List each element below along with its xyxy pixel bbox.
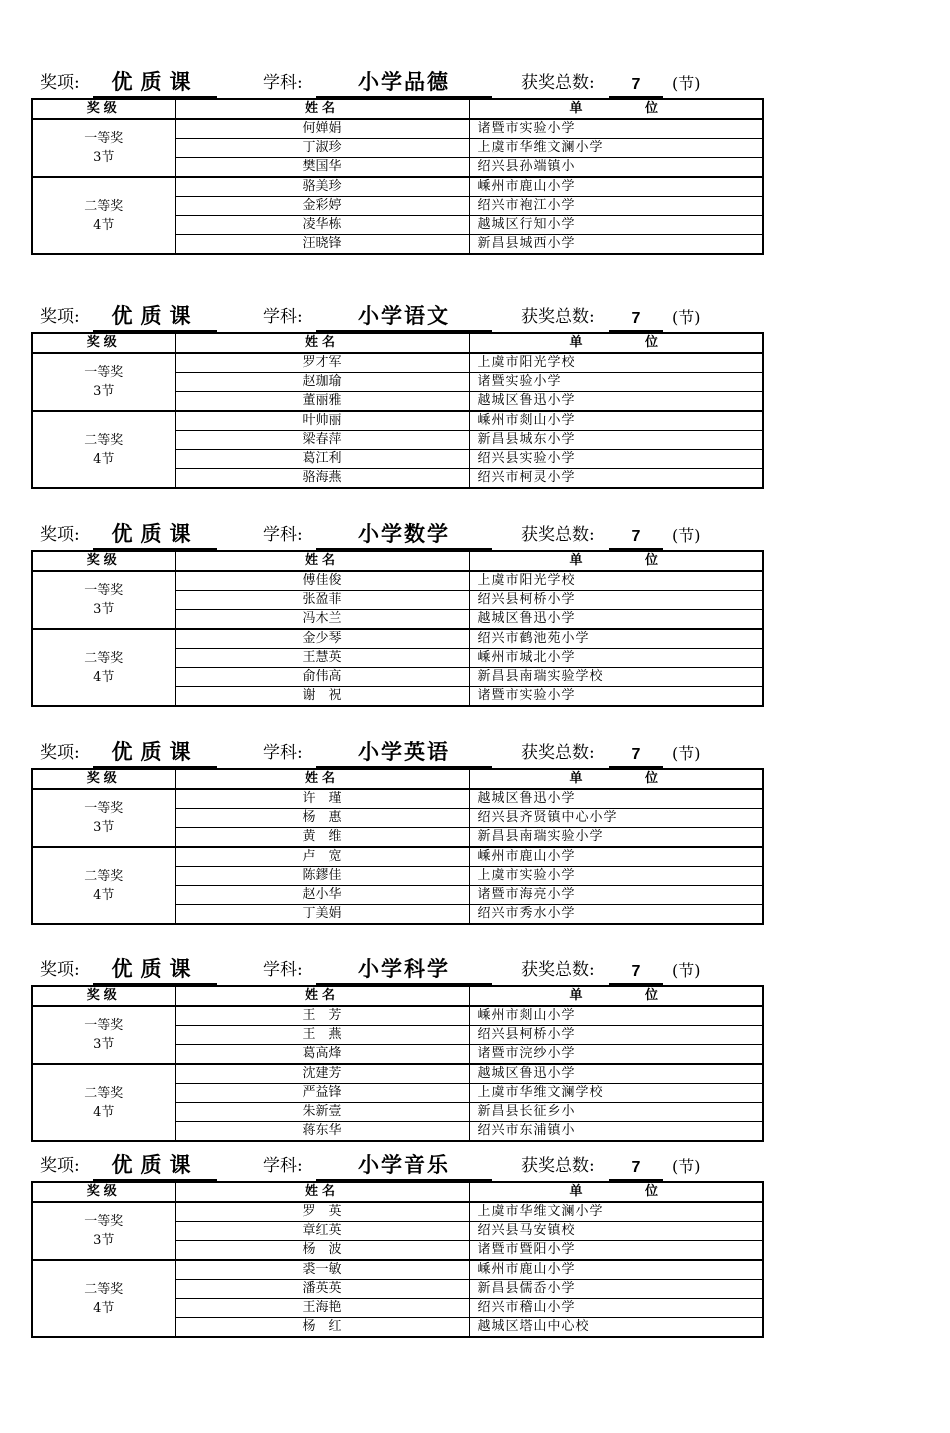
award-level-cell: [32, 1202, 175, 1260]
winner-name: 朱新壹: [175, 1103, 469, 1122]
winner-unit: 越城区塔山中心校: [469, 1318, 763, 1338]
award-section: [31, 949, 762, 1142]
subject-value: 小学品德: [316, 68, 492, 98]
award-count: 4节: [93, 887, 115, 903]
header-level: 奖级: [32, 1182, 175, 1202]
winner-unit: 诸暨市实验小学: [469, 687, 763, 707]
winner-unit: 越城区鲁迅小学: [469, 789, 763, 809]
award-value: 优质课: [93, 738, 217, 768]
award-value: 优质课: [93, 520, 217, 550]
award-level: 一等奖: [84, 131, 124, 146]
award-label: 奖项:: [40, 960, 80, 980]
award-level-cell: [32, 119, 175, 177]
winner-name: 赵小华: [175, 886, 469, 905]
award-level: 一等奖: [84, 801, 124, 816]
award-count: 3节: [93, 1037, 115, 1052]
winner-unit: 绍兴市柯灵小学: [469, 469, 763, 489]
winner-name: 潘英英: [175, 1280, 469, 1299]
award-value: 优质课: [93, 302, 217, 332]
winner-name: 骆海燕: [175, 469, 469, 489]
winner-name: 杨 惠: [175, 809, 469, 828]
winner-unit: 嵊州市城北小学: [469, 649, 763, 668]
award-table: [31, 985, 764, 1142]
table-row: [32, 1260, 763, 1280]
section-header: [31, 732, 762, 768]
winner-unit: 嵊州市鹿山小学: [469, 1260, 763, 1280]
award-section: [31, 296, 762, 489]
award-level-cell: [32, 629, 175, 706]
award-level-cell: [32, 353, 175, 411]
winner-unit: 绍兴县柯桥小学: [469, 591, 763, 610]
award-section: [31, 1145, 762, 1338]
winner-unit: 上虞市阳光学校: [469, 353, 763, 373]
winner-unit: 上虞市华维文澜小学: [469, 139, 763, 158]
winner-name: 杨 波: [175, 1241, 469, 1261]
winner-name: 董丽雅: [175, 392, 469, 412]
award-level: 二等奖: [84, 432, 124, 448]
winner-name: 陈鏐佳: [175, 867, 469, 886]
total-label: 获奖总数:: [521, 307, 595, 327]
winner-unit: 新昌县南瑞实验小学: [469, 828, 763, 848]
winner-name: 冯木兰: [175, 610, 469, 630]
subject-value: 小学数学: [316, 520, 492, 550]
subject-label: 学科:: [263, 743, 303, 763]
winner-name: 葛高烽: [175, 1045, 469, 1065]
winner-name: 赵珈瑜: [175, 373, 469, 392]
header-name: 姓名: [175, 333, 469, 353]
section-header: [31, 949, 762, 985]
winner-unit: 嵊州市剡山小学: [469, 411, 763, 431]
winner-name: 金彩婷: [175, 197, 469, 216]
winner-name: 谢 祝: [175, 687, 469, 707]
total-label: 获奖总数:: [521, 1156, 595, 1176]
winner-name: 王海艳: [175, 1299, 469, 1318]
total-unit: (节): [672, 526, 701, 545]
winner-name: 沈建芳: [175, 1064, 469, 1084]
subject-value: 小学科学: [316, 955, 492, 985]
winner-unit: 嵊州市鹿山小学: [469, 177, 763, 197]
winner-name: 许 瑾: [175, 789, 469, 809]
table-header-row: [32, 986, 763, 1006]
award-count: 4节: [93, 451, 115, 467]
award-level-cell: [32, 411, 175, 488]
award-level: 一等奖: [84, 1214, 124, 1229]
section-header: [31, 296, 762, 332]
winner-unit: 诸暨市海亮小学: [469, 886, 763, 905]
header-unit: 单 位: [469, 333, 763, 353]
header-unit: 单 位: [469, 769, 763, 789]
winner-name: 何婵娟: [175, 119, 469, 139]
section-header: [31, 514, 762, 550]
award-level-cell: [32, 789, 175, 847]
award-level-cell: [32, 1006, 175, 1064]
header-unit: 单 位: [469, 99, 763, 119]
winner-unit: 新昌县儒岙小学: [469, 1280, 763, 1299]
total-value: 7: [609, 74, 663, 98]
total-unit: (节): [672, 74, 701, 93]
subject-label: 学科:: [263, 525, 303, 545]
winner-unit: 绍兴市秀水小学: [469, 905, 763, 925]
winner-name: 王 芳: [175, 1006, 469, 1026]
winner-name: 骆美珍: [175, 177, 469, 197]
award-level: 二等奖: [84, 650, 124, 666]
total-value: 7: [609, 961, 663, 985]
winner-name: 王 燕: [175, 1026, 469, 1045]
winner-unit: 绍兴市鹤池苑小学: [469, 629, 763, 649]
award-count: 3节: [93, 820, 115, 835]
header-name: 姓名: [175, 769, 469, 789]
award-table: [31, 332, 764, 489]
winner-unit: 绍兴县孙端镇小: [469, 158, 763, 178]
winner-unit: 绍兴市稽山小学: [469, 1299, 763, 1318]
award-count: 4节: [93, 669, 115, 685]
winner-unit: 新昌县长征乡小: [469, 1103, 763, 1122]
total-unit: (节): [672, 1157, 701, 1176]
award-section: [31, 732, 762, 925]
winner-name: 卢 宽: [175, 847, 469, 867]
winner-unit: 绍兴县马安镇校: [469, 1222, 763, 1241]
header-level: 奖级: [32, 99, 175, 119]
winner-unit: 绍兴县实验小学: [469, 450, 763, 469]
winner-name: 丁淑珍: [175, 139, 469, 158]
header-level: 奖级: [32, 769, 175, 789]
header-unit: 单 位: [469, 986, 763, 1006]
winner-name: 丁美娟: [175, 905, 469, 925]
subject-label: 学科:: [263, 307, 303, 327]
winner-unit: 诸暨市浣纱小学: [469, 1045, 763, 1065]
award-level: 二等奖: [84, 1281, 124, 1297]
award-level: 一等奖: [84, 1018, 124, 1033]
total-label: 获奖总数:: [521, 73, 595, 93]
winner-unit: 新昌县城西小学: [469, 235, 763, 255]
subject-label: 学科:: [263, 73, 303, 93]
total-value: 7: [609, 744, 663, 768]
winner-name: 梁春萍: [175, 431, 469, 450]
winner-name: 严益锋: [175, 1084, 469, 1103]
subject-label: 学科:: [263, 960, 303, 980]
total-value: 7: [609, 526, 663, 550]
award-table: [31, 1181, 764, 1338]
table-row: [32, 353, 763, 373]
winner-unit: 越城区鲁迅小学: [469, 392, 763, 412]
award-label: 奖项:: [40, 73, 80, 93]
award-level-cell: [32, 847, 175, 924]
award-label: 奖项:: [40, 307, 80, 327]
winner-name: 樊国华: [175, 158, 469, 178]
award-level-cell: [32, 1260, 175, 1337]
header-name: 姓名: [175, 1182, 469, 1202]
winner-unit: 绍兴市东浦镇小: [469, 1122, 763, 1142]
total-label: 获奖总数:: [521, 960, 595, 980]
winner-unit: 新昌县城东小学: [469, 431, 763, 450]
winner-name: 凌华栋: [175, 216, 469, 235]
award-table: [31, 768, 764, 925]
award-level: 二等奖: [84, 1085, 124, 1101]
total-label: 获奖总数:: [521, 743, 595, 763]
winner-name: 罗 英: [175, 1202, 469, 1222]
subject-value: 小学音乐: [316, 1151, 492, 1181]
subject-value: 小学英语: [316, 738, 492, 768]
winner-name: 汪晓锋: [175, 235, 469, 255]
award-label: 奖项:: [40, 1156, 80, 1176]
winner-name: 罗才军: [175, 353, 469, 373]
winner-unit: 诸暨市实验小学: [469, 119, 763, 139]
header-level: 奖级: [32, 333, 175, 353]
table-row: [32, 629, 763, 649]
winner-unit: 越城区行知小学: [469, 216, 763, 235]
table-row: [32, 177, 763, 197]
winner-unit: 嵊州市鹿山小学: [469, 847, 763, 867]
total-label: 获奖总数:: [521, 525, 595, 545]
award-value: 优质课: [93, 68, 217, 98]
award-count: 4节: [93, 1104, 115, 1120]
winner-unit: 上虞市华维文澜小学: [469, 1202, 763, 1222]
award-count: 3节: [93, 150, 115, 165]
table-header-row: [32, 333, 763, 353]
award-count: 4节: [93, 217, 115, 233]
award-count: 3节: [93, 602, 115, 617]
table-header-row: [32, 99, 763, 119]
header-name: 姓名: [175, 99, 469, 119]
award-label: 奖项:: [40, 525, 80, 545]
award-count: 3节: [93, 384, 115, 399]
winner-name: 金少琴: [175, 629, 469, 649]
winner-name: 裘一敏: [175, 1260, 469, 1280]
total-value: 7: [609, 1157, 663, 1181]
header-name: 姓名: [175, 551, 469, 571]
winner-name: 葛江利: [175, 450, 469, 469]
winner-name: 叶帅丽: [175, 411, 469, 431]
table-header-row: [32, 551, 763, 571]
winner-unit: 上虞市实验小学: [469, 867, 763, 886]
section-header: [31, 1145, 762, 1181]
winner-unit: 新昌县南瑞实验学校: [469, 668, 763, 687]
total-unit: (节): [672, 308, 701, 327]
header-level: 奖级: [32, 551, 175, 571]
header-unit: 单 位: [469, 1182, 763, 1202]
award-value: 优质课: [93, 955, 217, 985]
table-row: [32, 1006, 763, 1026]
winner-unit: 诸暨市暨阳小学: [469, 1241, 763, 1261]
winner-unit: 上虞市阳光学校: [469, 571, 763, 591]
table-row: [32, 789, 763, 809]
winner-name: 黄 维: [175, 828, 469, 848]
winner-name: 章红英: [175, 1222, 469, 1241]
header-name: 姓名: [175, 986, 469, 1006]
subject-label: 学科:: [263, 1156, 303, 1176]
award-level-cell: [32, 177, 175, 254]
award-level: 一等奖: [84, 365, 124, 380]
winner-name: 杨 红: [175, 1318, 469, 1338]
table-row: [32, 119, 763, 139]
award-count: 4节: [93, 1300, 115, 1316]
award-label: 奖项:: [40, 743, 80, 763]
winner-unit: 绍兴县齐贤镇中心小学: [469, 809, 763, 828]
award-level: 二等奖: [84, 868, 124, 884]
winner-unit: 上虞市华维文澜学校: [469, 1084, 763, 1103]
winner-name: 傅佳俊: [175, 571, 469, 591]
winner-name: 俞伟高: [175, 668, 469, 687]
total-value: 7: [609, 308, 663, 332]
award-level: 一等奖: [84, 583, 124, 598]
winner-unit: 越城区鲁迅小学: [469, 610, 763, 630]
winner-unit: 绍兴县柯桥小学: [469, 1026, 763, 1045]
winner-unit: 绍兴市袍江小学: [469, 197, 763, 216]
award-level-cell: [32, 571, 175, 629]
table-row: [32, 1064, 763, 1084]
award-level-cell: [32, 1064, 175, 1141]
table-row: [32, 1202, 763, 1222]
winner-unit: 越城区鲁迅小学: [469, 1064, 763, 1084]
table-row: [32, 847, 763, 867]
award-level: 二等奖: [84, 198, 124, 214]
table-header-row: [32, 1182, 763, 1202]
header-unit: 单 位: [469, 551, 763, 571]
section-header: [31, 62, 762, 98]
award-table: [31, 550, 764, 707]
award-table: [31, 98, 764, 255]
award-value: 优质课: [93, 1151, 217, 1181]
winner-name: 张盈菲: [175, 591, 469, 610]
winner-name: 蒋东华: [175, 1122, 469, 1142]
winner-unit: 嵊州市剡山小学: [469, 1006, 763, 1026]
table-header-row: [32, 769, 763, 789]
total-unit: (节): [672, 961, 701, 980]
winner-unit: 诸暨实验小学: [469, 373, 763, 392]
award-count: 3节: [93, 1233, 115, 1248]
table-row: [32, 411, 763, 431]
total-unit: (节): [672, 744, 701, 763]
subject-value: 小学语文: [316, 302, 492, 332]
header-level: 奖级: [32, 986, 175, 1006]
award-section: [31, 514, 762, 707]
award-section: [31, 62, 762, 255]
table-row: [32, 571, 763, 591]
winner-name: 王慧英: [175, 649, 469, 668]
